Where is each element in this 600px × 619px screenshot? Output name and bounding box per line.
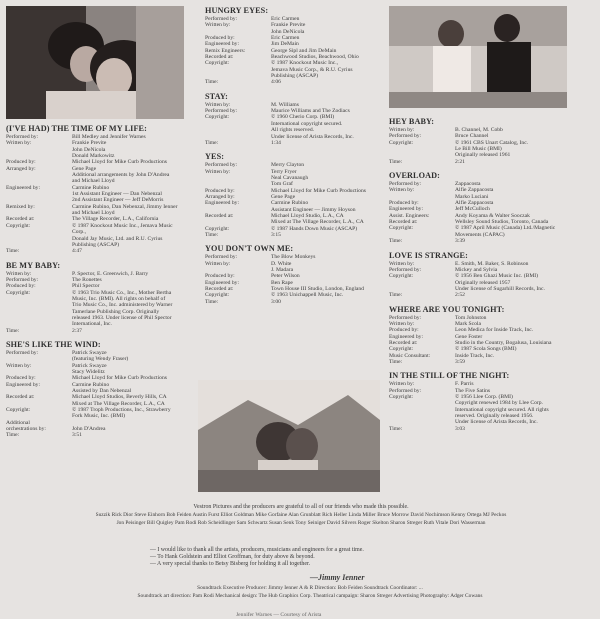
song-block: [6, 340, 186, 445]
song-block: [205, 152, 385, 244]
credit-value: Beachwood Studios, Beachwood, Ohio: [271, 54, 359, 61]
credit-label: Engineered by:: [389, 333, 424, 340]
credit-value: 4:06: [271, 79, 281, 86]
credit-value: Ben Rape: [271, 279, 293, 286]
credit-value: © 1987 Troph Productions, Inc., Strawberry: [72, 407, 171, 414]
credit-label: Copyright:: [6, 289, 31, 296]
left-column: [6, 124, 186, 445]
song-spacer: [6, 439, 186, 445]
thanks-credits: [6, 503, 596, 527]
credit-value: 1st Assistant Engineer — Dan Nebenzal: [72, 191, 162, 198]
credit-label: Performed by:: [6, 276, 39, 283]
credit-value: M. Williams: [271, 101, 299, 108]
credit-value: Zappacosta: [455, 181, 481, 188]
credit-label: Performed by:: [389, 266, 422, 273]
credit-value: Carmine Rubino, Dan Nebenzal, Jimmy Ienner: [72, 203, 178, 210]
credit-label: Written by:: [6, 362, 32, 369]
song-block: [6, 124, 186, 261]
credit-label: Arranged by:: [6, 165, 36, 172]
credit-label: Produced by:: [6, 159, 36, 166]
credit-value: 3:51: [72, 432, 82, 439]
credit-label: Performed by:: [6, 134, 39, 140]
credit-value: Michael Lloyd Studio, L.A., CA: [271, 212, 344, 219]
song-title: YOU DON'T OWN ME:: [205, 244, 294, 254]
credit-label: Recorded at:: [205, 212, 234, 219]
credit-value: Merry Clayton: [271, 162, 305, 169]
credit-value: Bruce Channel: [455, 133, 489, 140]
song-block: [205, 6, 385, 92]
song-title: YES:: [205, 152, 225, 162]
credit-value: John D'Andrea: [72, 426, 106, 433]
credit-value: Frankie Previte: [271, 22, 306, 29]
credit-row: [6, 248, 186, 254]
credit-value: The Ronettes: [72, 276, 102, 283]
credit-label: Performed by:: [205, 254, 238, 261]
credit-value: Alfie Zappacosta: [455, 187, 494, 194]
credit-label: Written by:: [205, 22, 231, 29]
song-block: [205, 244, 385, 311]
credit-value: E. Smith, M. Baker, S. Robinson: [455, 260, 529, 267]
photo-couple-kissing: [6, 6, 184, 119]
credit-label: Recorded at:: [389, 339, 418, 346]
bottom-note: Jennifer Warnes — Courtesy of Arista: [236, 612, 322, 618]
credit-row: [205, 232, 385, 238]
credit-value: Donald Jay Music, Ltd. and R.U. Cyrius: [72, 235, 163, 242]
credit-value: Eric Carmen: [271, 35, 300, 42]
song-spacer: [205, 305, 385, 311]
thanks-line-1: — I would like to thank all the artists, producers, musicians and engineers for a great time.: [150, 547, 364, 553]
credit-row: [6, 223, 186, 236]
credit-label: Produced by:: [205, 273, 235, 280]
credit-value: © 1963 Unichappell Music, Inc.: [271, 292, 344, 299]
credit-label: Copyright:: [205, 225, 230, 232]
credit-value: Under license of Arista Records, Inc.: [455, 419, 538, 426]
credit-value: Carmine Rubino: [72, 381, 110, 388]
credit-value: Mixed at The Village Recorder, L.A., CA: [72, 400, 165, 407]
credit-value: International copyright secured. All rights: [455, 406, 549, 413]
credit-value: © 1987 Knockout Music Inc.,: [271, 60, 339, 67]
credit-label: Copyright:: [389, 346, 414, 353]
credit-value: B. Channel, M. Cobb: [455, 127, 503, 133]
credit-value: Town House III Studio, London, England: [271, 286, 364, 293]
credit-label: Copyright:: [6, 407, 31, 414]
credit-label: Time:: [6, 327, 20, 334]
credit-value: and Michael Lloyd: [72, 178, 115, 185]
credit-value: Assistant Engineer — Jimmy Hoyson: [271, 206, 356, 213]
credit-label: Written by:: [389, 320, 415, 327]
credit-value: Marko Luciani: [455, 193, 489, 200]
credit-value: 3:59: [455, 358, 465, 365]
credit-label: Time:: [389, 158, 403, 165]
song-title: STAY:: [205, 91, 228, 101]
credit-label: Produced by:: [389, 200, 419, 207]
credit-label: Copyright:: [205, 292, 230, 299]
credit-value: 1:34: [271, 139, 281, 146]
credit-label: Time:: [205, 139, 219, 146]
production-credits: [30, 584, 590, 600]
credit-row: [389, 292, 579, 298]
credit-value: Gene Page: [72, 165, 97, 172]
credit-row: [6, 432, 186, 438]
credit-value: Michael Lloyd Studios, Beverly Hills, CA: [72, 394, 167, 401]
credit-label: Produced by:: [205, 187, 235, 194]
middle-column: [205, 6, 385, 311]
credit-value: Mark Scola: [455, 320, 481, 327]
credit-value: © 1987 Knockout Music Inc., Jemava Music Corp.,: [72, 222, 173, 236]
signature: —Jimmy Ienner: [310, 573, 365, 582]
credit-value: 2:52: [455, 292, 465, 299]
credit-label: Time:: [389, 238, 403, 245]
credit-label: Written by:: [205, 260, 231, 267]
credit-value: The Five Satins: [455, 387, 491, 394]
credit-value: Movements (CAPAC): [455, 231, 505, 238]
right-column: [389, 117, 579, 438]
song-block: [6, 261, 186, 340]
credit-label: Produced by:: [389, 327, 419, 334]
credit-label: Produced by:: [205, 35, 235, 42]
credit-label: Produced by:: [6, 283, 36, 290]
credit-value: Tom Graf: [271, 181, 293, 188]
personal-thanks: [150, 547, 510, 569]
credit-value: Frankie Previte: [72, 140, 107, 147]
credit-value: © 1987 Scola Songs (BMI): [455, 346, 517, 353]
credit-value: © 1987 Hands Down Music (ASCAP): [271, 225, 358, 232]
credit-value: Trio Music Co., Inc. administered by Warner: [72, 302, 173, 309]
credit-value: Phil Spector: [72, 283, 100, 290]
credit-value: Michael Lloyd for Mike Curb Productions: [72, 375, 167, 382]
credit-row: [205, 299, 385, 305]
credit-value: Gene Foster: [455, 333, 483, 340]
credit-value: Jeff McCulloch: [455, 206, 490, 213]
credit-value: Publishing (ASCAP): [72, 241, 120, 248]
credit-value: Music, Inc. (BMI). All rights on behalf of: [72, 295, 166, 302]
credit-value: © 1961 CBS Unart Catalog, Inc.: [455, 139, 529, 146]
credit-label: Recorded at:: [6, 394, 35, 401]
credit-row: [205, 79, 385, 85]
credit-value: © 1987 April Music (Canada) Ltd./Magnetic: [455, 225, 556, 232]
credit-value: Copyright renewed 1984 by Llee Corp.: [455, 400, 543, 407]
credit-value: © 1963 Trio Music Co., Inc., Mother Bertha: [72, 289, 172, 296]
credit-value: Carmine Rubino: [72, 184, 110, 191]
song-title: LOVE IS STRANGE:: [389, 250, 468, 260]
credit-value: P. Spector, E. Greenwich, J. Barry: [72, 270, 149, 277]
credit-value: Donald Markowitz: [72, 153, 115, 160]
credit-value: Under license of Arista Records, Inc.: [271, 133, 354, 140]
thanks-line-3: — A very special thanks to Betsy Bisberg for holding it all together.: [150, 561, 311, 568]
credit-value: Peter Wilson: [271, 273, 300, 280]
footer-line-1: Soundtrack Executive Producer: Jimmy Ienner A & R Direction: Bob Feiden Soundtrack Coordinator: ...: [197, 585, 423, 591]
credit-value: Carmine Rubino: [271, 200, 309, 207]
credit-label: Arranged by:: [205, 193, 235, 200]
credit-value: International, Inc.: [72, 321, 112, 328]
credit-value: Under license of Sugarhill Records, Inc.: [455, 285, 545, 292]
credit-label: Written by:: [389, 260, 415, 267]
credit-label: Performed by:: [389, 387, 422, 394]
credit-value: 3:03: [455, 425, 465, 432]
credit-value: Tom Johnston: [455, 314, 487, 321]
credit-value: Jim DeMain: [271, 41, 299, 48]
song-block: [205, 92, 385, 152]
credit-value: J. Madara: [271, 267, 294, 273]
credit-label: Time:: [389, 425, 403, 432]
credit-label: Recorded at:: [6, 216, 35, 223]
song-title: WHERE ARE YOU TONIGHT:: [389, 304, 505, 314]
credit-value: Publishing (ASCAP): [271, 73, 319, 80]
credit-label: Recorded at:: [205, 54, 234, 61]
song-block: [389, 171, 579, 250]
credit-label: Written by:: [389, 381, 415, 388]
credit-label: Copyright:: [389, 139, 414, 146]
credit-value: Originally released 1957: [455, 279, 511, 286]
credit-row: [389, 426, 579, 432]
credit-value: Mixed at The Village Recorder, L.A., CA: [271, 219, 364, 226]
photo-couple-outdoors: [198, 380, 380, 492]
credit-label: Recorded at:: [389, 219, 418, 226]
song-block: [389, 117, 579, 171]
credit-label: Copyright:: [389, 225, 414, 232]
credit-label: Time:: [205, 79, 219, 86]
credit-value: Le Bill Music (BMI): [455, 146, 502, 153]
credit-label: Additional: [6, 419, 30, 426]
credit-value: The Blow Monkeys: [271, 254, 316, 261]
credit-value: Assisted by Dan Nebenzal: [72, 388, 132, 395]
song-block: [389, 251, 579, 305]
credit-value: Studio in the Country, Bogalusa, Louisiana: [455, 339, 552, 346]
song-title: HEY BABY:: [389, 117, 435, 126]
credit-value: Terry Fryer: [271, 168, 297, 175]
credit-value: Michael Lloyd for Mike Curb Productions: [271, 187, 366, 194]
credit-label: Time:: [205, 298, 219, 305]
credit-label: Written by:: [205, 101, 231, 108]
credit-label: Performed by:: [389, 133, 422, 140]
credit-value: Leon Medica for Inside Track, Inc.: [455, 327, 534, 334]
credit-value: Neal Cavanaugh: [271, 174, 309, 181]
credit-value: Jemava Music Corp., & R.U. Cyrius: [271, 66, 353, 73]
credit-value: Alfie Zappacosta: [455, 200, 494, 207]
credit-value: and Michael Lloyd: [72, 210, 115, 217]
song-title: OVERLOAD:: [389, 171, 440, 181]
credit-value: F. Parris: [455, 381, 474, 388]
credit-label: Performed by:: [389, 181, 422, 188]
credit-value: 2nd Assistant Engineer — Jeff DeMorris: [72, 197, 164, 204]
credit-row: [6, 328, 186, 334]
credit-label: Performed by:: [6, 349, 39, 356]
credit-value: © 1956 Llee Corp. (BMI): [455, 394, 513, 400]
credit-label: Performed by:: [389, 314, 422, 321]
credit-label: Copyright:: [389, 273, 414, 280]
credit-value: Bill Medley and Jennifer Warnes: [72, 134, 146, 140]
song-block: [389, 371, 579, 438]
credits-intro: Vestron Pictures and the producers are grateful to all of our friends who made this possible.: [193, 504, 409, 510]
credit-row: [389, 359, 579, 365]
credit-value: Tamerlane Publishing Corp. Originally: [72, 308, 160, 315]
credit-label: Written by:: [389, 187, 415, 194]
credit-value: Originally released 1961: [455, 152, 511, 159]
credit-label: Written by:: [6, 140, 32, 147]
credit-value: 3:15: [271, 231, 281, 238]
credit-label: orchestrations by:: [6, 426, 46, 433]
credit-value: Michael Lloyd for Mike Curb Productions: [72, 159, 167, 166]
credit-label: Engineered by:: [6, 184, 41, 191]
song-title: IN THE STILL OF THE NIGHT:: [389, 371, 510, 381]
credit-label: Time:: [389, 292, 403, 299]
thanks-line-2: — To Hank Goldstein and Elliot Groffman, for duty above & beyond.: [150, 554, 315, 561]
photo-couple-posing: [389, 6, 567, 108]
credit-value: (featuring Wendy Fraser): [72, 356, 129, 363]
song-spacer: [389, 432, 579, 438]
credits-names-2: Jon Peisinger Bill Quigley Pam Rodi Rob Scheidlinger Sam Schwartz Susan Senk Tony Seiniger David Silvers Roger Skelton Sharon Streger Ruth Vitale Dori Wasserman: [116, 520, 486, 526]
credit-value: released 1963. Under license of Phil Spector: [72, 314, 172, 321]
credit-label: Engineered by:: [205, 41, 240, 48]
credit-label: Assist. Engineers:: [389, 212, 430, 219]
credit-value: Stacy Widelitz: [72, 369, 105, 375]
credit-label: Time:: [205, 231, 219, 238]
credit-value: Gene Page: [271, 193, 296, 200]
credit-value: Eric Carmen: [271, 16, 300, 22]
credit-label: Written by:: [205, 168, 231, 175]
credit-label: Engineered by:: [6, 381, 41, 388]
credit-label: Copyright:: [6, 222, 31, 229]
credit-value: © 1956 Ben Ghazi Music Inc. (BMI): [455, 273, 539, 280]
credit-label: Remix Engineers:: [205, 47, 246, 54]
song-title: (I'VE HAD) THE TIME OF MY LIFE:: [6, 124, 147, 133]
credit-label: Performed by:: [205, 16, 238, 22]
credit-label: Engineered by:: [205, 279, 240, 286]
credit-label: Time:: [6, 248, 20, 255]
song-title: BE MY BABY:: [6, 260, 61, 270]
credit-label: Written by:: [389, 127, 415, 133]
credit-label: Recorded at:: [205, 286, 234, 293]
credit-value: International copyright secured.: [271, 120, 343, 127]
credit-value: D. White: [271, 260, 292, 267]
credit-row: [389, 238, 579, 244]
song-title: SHE'S LIKE THE WIND:: [6, 339, 101, 349]
credit-label: Remixed by:: [6, 203, 35, 210]
credit-label: Time:: [6, 432, 20, 439]
credit-label: Performed by:: [205, 108, 238, 115]
credit-row: [205, 140, 385, 146]
credit-label: Written by:: [6, 270, 32, 277]
credit-value: Inside Track, Inc.: [455, 352, 495, 359]
credit-label: Performed by:: [205, 162, 238, 169]
song-block: [389, 305, 579, 372]
credit-value: Patrick Swayze: [72, 362, 107, 369]
credit-value: 3:39: [455, 238, 465, 245]
credit-value: All rights reserved.: [271, 127, 315, 134]
credit-label: Produced by:: [6, 375, 36, 382]
credit-value: Patrick Swayze: [72, 349, 107, 356]
credit-value: 4:47: [72, 248, 82, 255]
credit-label: Copyright:: [389, 394, 414, 400]
credit-value: Maurice Williams and The Zodiacs: [271, 108, 350, 115]
footer-line-2: Soundtrack art direction: Pam Rodi Mechanical design: The Hub Graphics Corp. Theatrical campaign: Sharon Streger Advertising Photography: Adger Cowans: [137, 593, 483, 599]
credit-row: [389, 159, 579, 165]
credit-value: Wellsley Sound Studios, Toronto, Canada: [455, 219, 549, 226]
credit-value: George Sipl and Jim DeMain: [271, 47, 337, 54]
credit-value: 3:00: [271, 298, 281, 305]
credit-value: reserved. Originally released 1956.: [455, 413, 534, 420]
credit-label: Copyright:: [205, 60, 230, 67]
credit-value: The Village Recorder, L.A., California: [72, 216, 159, 223]
credit-label: Time:: [389, 358, 403, 365]
credit-value: Additional arrangements by John D'Andrea: [72, 172, 170, 179]
credit-value: John DeNicola: [72, 146, 106, 153]
credit-label: Copyright:: [205, 114, 230, 121]
credit-label: Engineered by:: [205, 200, 240, 207]
credit-value: 2:21: [455, 158, 465, 165]
credit-value: Mickey and Sylvia: [455, 266, 498, 273]
credit-label: Music Consultant:: [389, 352, 431, 359]
credit-label: Engineered by:: [389, 206, 424, 213]
credit-value: Fork Music, Inc. (BMI): [72, 413, 125, 420]
credits-names-1: Suzzik Rick Dior Steve Einhorn Bob Feiden Austin Furst Elliot Goldman Mike Gorfaine Alan Grunblatt Rich Heller Linda Miller Bruce Morrow David Nochimson Kenny Ortega MJ Peckos: [95, 512, 507, 518]
song-title: HUNGRY EYES:: [205, 6, 269, 15]
credit-value: © 1960 Cherio Corp. (BMI): [271, 114, 335, 121]
credit-value: 2:37: [72, 327, 82, 334]
credit-value: John DeNicola: [271, 28, 305, 35]
credit-value: Andy Koyama & Walter Sooczak: [455, 212, 530, 219]
